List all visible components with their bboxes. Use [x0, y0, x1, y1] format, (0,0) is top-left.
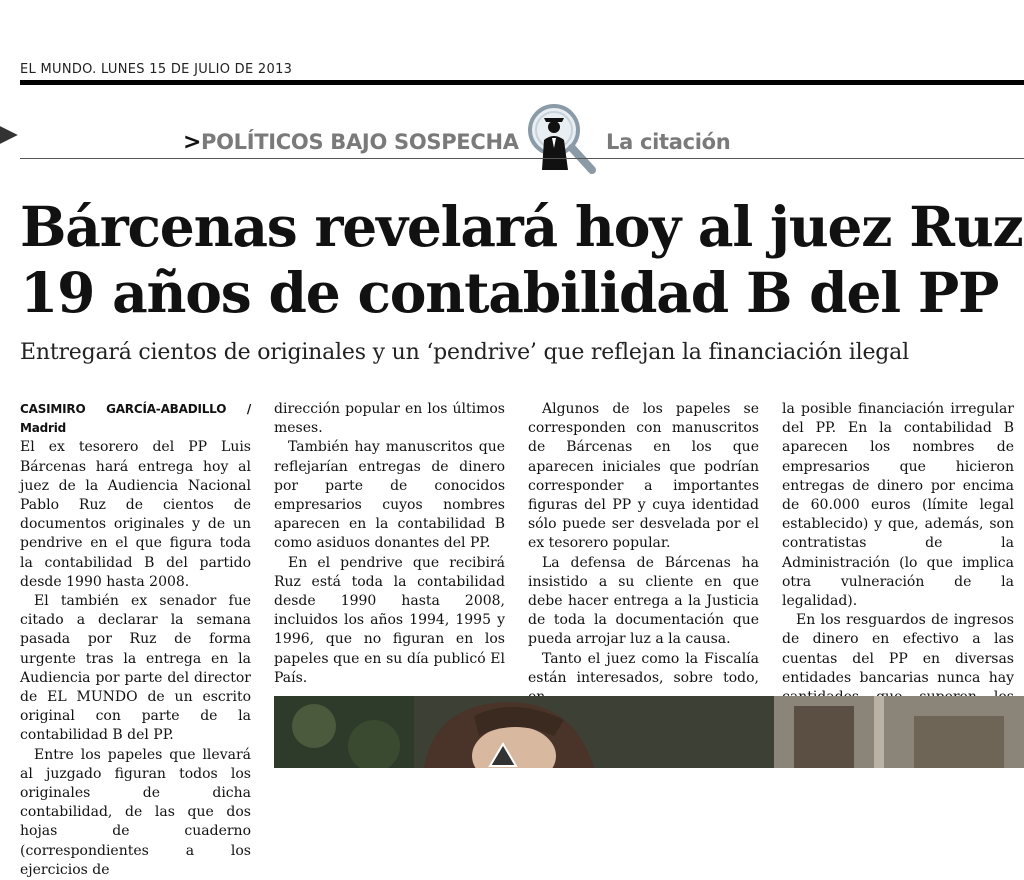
- paragraph: En el pendrive que recibirá Ruz está toda la contabilidad desde 1990 hasta 2008, incluidos los años 1994, 1995 y 1996, que no figuran en los papeles que en su día publicó El País.: [274, 554, 505, 686]
- section-label: POLÍTICOS BAJO SOSPECHA: [201, 130, 519, 154]
- article-column-1: [20, 400, 251, 880]
- paragraph: La defensa de Bárcenas ha insistido a su cliente en que debe hacer entrega a la Justicia de toda la documentación que pueda arrojar luz a la causa.: [528, 554, 759, 648]
- article-column-4: [782, 400, 1014, 726]
- article-photo: [274, 696, 1024, 768]
- subheadline: Entregará cientos de originales y un ‘pendrive’ que reflejan la financiación ilegal: [20, 340, 909, 365]
- paragraph: El ex tesorero del PP Luis Bárcenas hará entrega hoy al juez de la Audiencia Nacional Pablo Ruz de cientos de documentos originales y de un pendrive en el que figura toda la contabilidad B del partido desde 1990 hasta 2008.: [20, 439, 251, 590]
- paragraph: Entre los papeles que llevará al juzgado figuran todos los originales de dicha contabilidad, de las que dos hojas de cuaderno (correspondientes a los ejercicios de: [20, 746, 251, 878]
- play-left-icon[interactable]: [0, 120, 24, 150]
- headline-line-2: 19 años de contabilidad B del PP: [20, 260, 999, 325]
- header-rule: [20, 80, 1024, 85]
- paragraph: Tanto el juez como la Fiscalía están interesados, sobre todo,: [528, 650, 759, 686]
- section-arrow: >: [183, 130, 202, 155]
- section-sublabel: La citación: [606, 130, 731, 154]
- play-up-icon[interactable]: [488, 742, 518, 768]
- dateline: EL MUNDO. LUNES 15 DE JULIO DE 2013: [20, 62, 293, 77]
- headline: [20, 194, 1024, 326]
- article-column-2: [274, 400, 505, 688]
- paragraph: En los resguardos de ingresos de dinero en efectivo a las cuentas del PP en diversas entidades bancarias nunca hay: [782, 612, 1014, 686]
- photo-illustration: [274, 696, 1024, 768]
- paragraph: También hay manuscritos que reflejarían entregas de dinero por parte de conocidos empresarios cuyos nombres aparecen en la contabilidad B como asiduos donantes del PP.: [274, 439, 505, 552]
- article-column-3: [528, 400, 759, 707]
- paragraph: dirección popular en los últimos meses.: [274, 401, 505, 437]
- paragraph: Algunos de los papeles se corresponden con manuscritos de Bárcenas en los que aparecen iniciales que podrían corresponder a importantes figuras del PP y cuya identidad sólo puede ser desvelada por el ex tesorero popular.: [528, 401, 759, 552]
- magnifier-silhouette-icon: [522, 100, 598, 174]
- byline: CASIMIRO GARCÍA-ABADILLO / Madrid: [20, 402, 251, 436]
- paragraph: El también ex senador fue citado a declarar la semana pasada por Ruz de forma urgente tras la entrega en la Audiencia por parte del director de EL MUNDO de un escrito original con parte de la contabilidad B del PP.: [20, 593, 251, 744]
- headline-line-1: Bárcenas revelará hoy al juez Ruz: [20, 194, 1023, 259]
- section-rule: [20, 158, 1024, 159]
- paragraph: la posible financiación irregular del PP. En la contabilidad B aparecen los nombres de empresarios que hicieron entregas de dinero por encima de 60.000 euros (límite legal establecido) y que, además, son contratistas de la Administración (lo que implica otra vulneración de la legalidad).: [782, 401, 1014, 610]
